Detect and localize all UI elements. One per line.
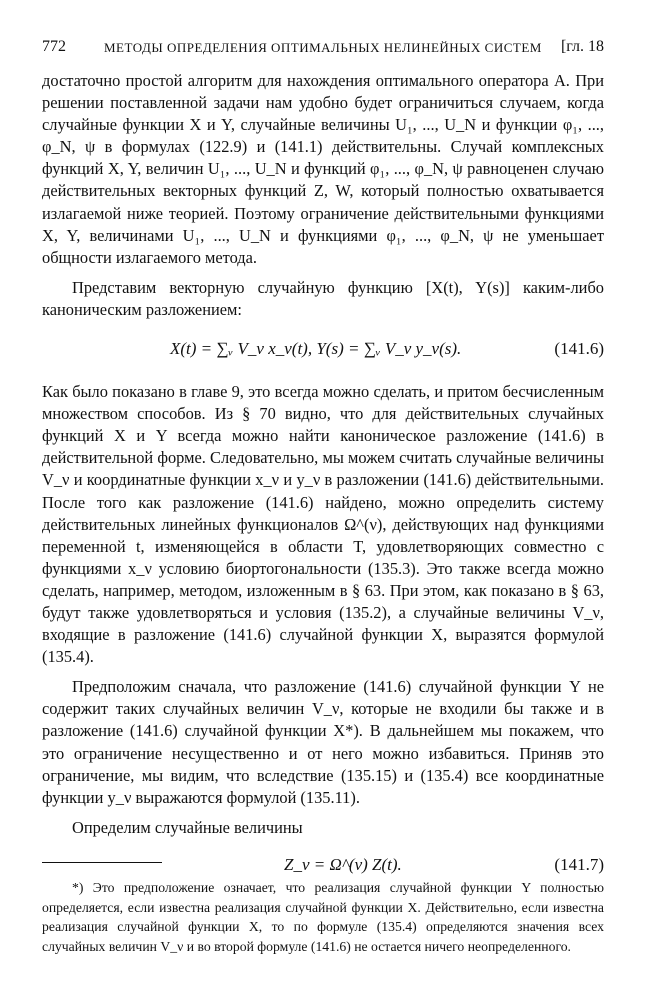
main-text — [42, 70, 604, 887]
running-title: МЕТОДЫ ОПРЕДЕЛЕНИЯ ОПТИМАЛЬНЫХ НЕЛИНЕЙНЫХ СИСТЕМ — [104, 40, 542, 55]
paragraph-4: Предположим сначала, что разложение (141.6) случайной функции Y не содержит таких случайных величин V_ν, которые не входили бы также и в разложение (141.6) случайной функции X*). В дальнейшем мы покажем, что это ограничение несущественно и от него можно избавиться. Приняв это ограничение, мы видим, что вследствие (135.15) и (135.4) все координатные функции y_ν выражаются формулой (135.11). — [42, 677, 604, 807]
paragraph-1: достаточно простой алгоритм для нахождения оптимального оператора A. При решении поставленной задачи нам удобно будет ограничиться случаем, когда случайные функции X и Y, случайные величины U₁, ..., U_N и функции φ₁, ..., φ_N, ψ в формулах (122.9) и (141.1) действительны. Случай комплексных функций X, Y, величин U₁, ..., U_N и функций φ₁, ..., φ_N, ψ равноценен случаю действительных векторных функций Z, W, который полностью охватывается излагаемой ниже теорией. Поэтому ограничение действительными функциями X, Y, величинами U₁, ..., U_N и функциями φ₁, ..., φ_N, ψ не уменьшает общности излагаемого метода. — [42, 71, 604, 267]
footnote-divider — [42, 862, 162, 863]
paragraph-5: Определим случайные величины — [72, 817, 303, 837]
formula-expression: X(t) = ∑ᵥ V_ν x_ν(t), Y(s) = ∑ᵥ V_ν y_ν(s). — [170, 339, 462, 359]
formula-number: (141.7) — [554, 854, 604, 874]
formula-expression: Z_ν = Ω^(ν) Z(t). — [284, 854, 402, 874]
paragraph-2: Представим векторную случайную функцию [X(t), Y(s)] каким-либо каноническим разложением: — [42, 277, 604, 319]
footnote: *) Это предположение означает, что реализация случайной функции Y полностью определяется, если известна реализация случайной функции X. Действительно, если известна реализация случайной функции X, то по формуле (135.4) определяются значения всех случайных величин V_ν и во второй формуле (141.6) не остается ничего неопределенного. — [42, 880, 604, 954]
page-number: 772 — [42, 38, 66, 55]
running-header — [42, 38, 604, 62]
paragraph-3: Как было показано в главе 9, это всегда можно сделать, и притом бесчисленным множеством способов. Из § 70 видно, что для действительных случайных функций X и Y всегда можно найти каноническое разложение (141.6) в действительной форме. Следовательно, мы можем считать случайные величины V_ν и координатные функции x_ν и y_ν в разложении (141.6) действительными. После того как разложение (141.6) найдено, можно определить систему действительных линейных функционалов Ω^(ν), действующих над функциями переменной t, изменяющейся в области T, удовлетворяющих совместно с функциями x_ν условию биортогональности (135.3). Это также всегда можно сделать, например, методом, изложенным в § 63. При этом, как показано в § 63, будут также удовлетворяться и условия (135.2), а случайные величины V_ν, входящие в разложение (141.6) случайной функции X, выразятся формулой (135.4). — [42, 382, 604, 667]
formula-number: (141.6) — [554, 339, 604, 359]
formula-141-6 — [42, 327, 604, 371]
chapter-reference: [гл. 18 — [560, 38, 604, 55]
